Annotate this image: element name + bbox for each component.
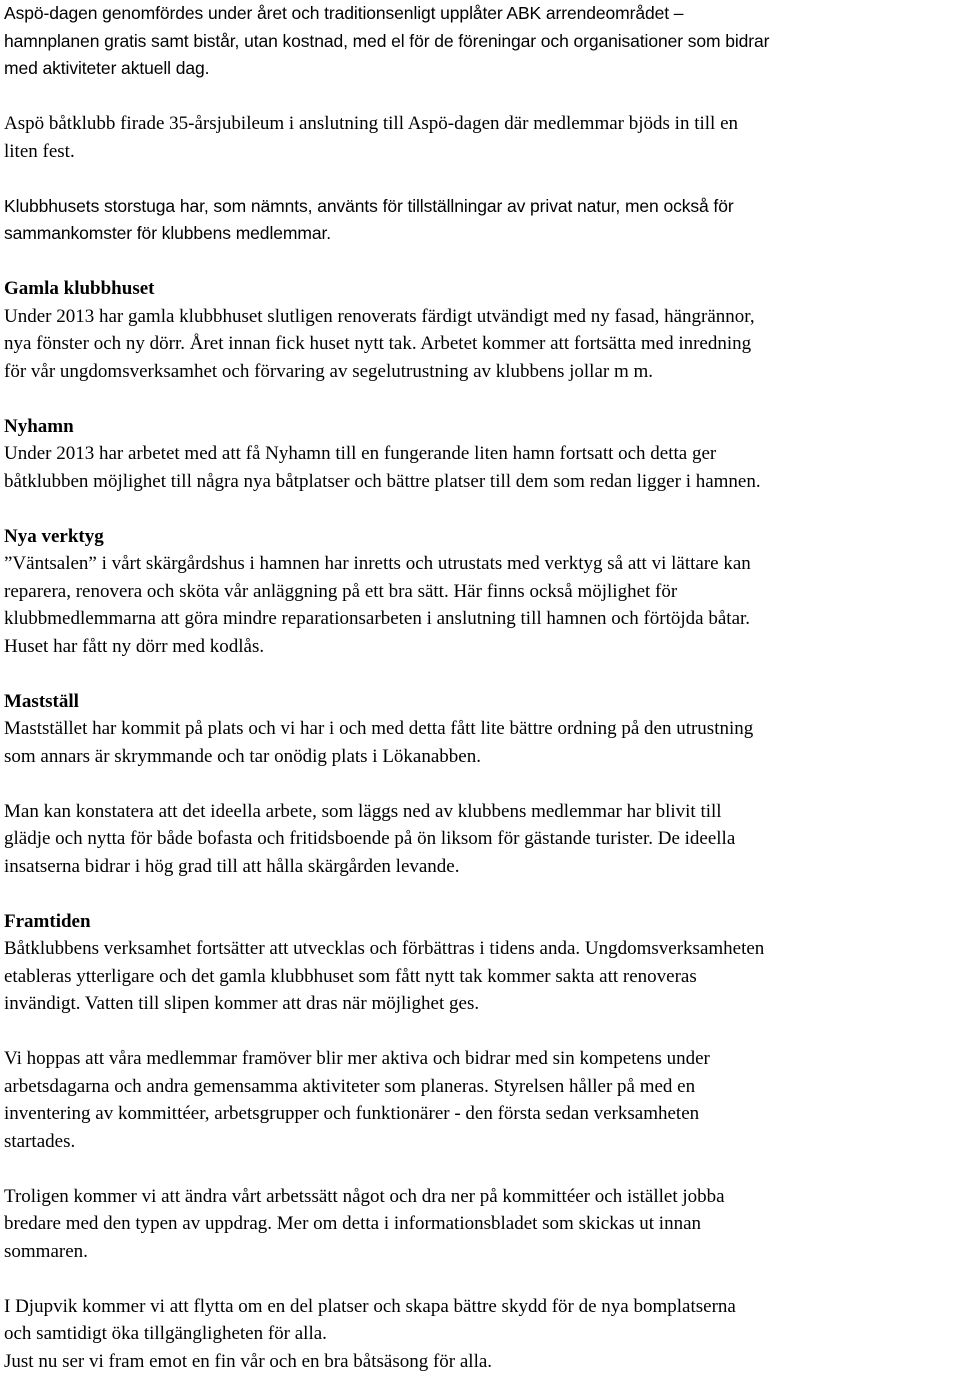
text-line: ”Väntsalen” i vårt skärgårdshus i hamnen har inretts och utrustats med verktyg så att vi lättare kan [4, 550, 960, 578]
paragraph-jubileum [4, 110, 960, 165]
paragraph-gap [4, 1155, 960, 1183]
paragraph-troligen [4, 1183, 960, 1266]
text-line: Troligen kommer vi att ändra vårt arbetssätt något och dra ner på kommittéer och istället jobba [4, 1183, 960, 1211]
text-line: insatserna bidrar i hög grad till att hålla skärgården levande. [4, 853, 960, 881]
text-line: Under 2013 har arbetet med att få Nyhamn till en fungerande liten hamn fortsatt och detta ger [4, 440, 960, 468]
section-framtiden [4, 908, 960, 1018]
paragraph-ideella [4, 798, 960, 881]
section-nya-verktyg [4, 523, 960, 661]
text-line: Båtklubbens verksamhet fortsätter att utvecklas och förbättras i tidens anda. Ungdomsverksamheten [4, 935, 960, 963]
paragraph-gap [4, 880, 960, 908]
paragraph-hoppas [4, 1045, 960, 1155]
text-line: etableras ytterligare och det gamla klubbhuset som fått nytt tak kommer sakta att renoveras [4, 963, 960, 991]
text-line: båtklubben möjlighet till några nya båtplatser och bättre platser till dem som redan ligger i hamnen. [4, 468, 960, 496]
text-line: glädje och nytta för både bofasta och fritidsboende på ön liksom för gästande turister. De ideella [4, 825, 960, 853]
paragraph-gap [4, 385, 960, 413]
text-line: bredare med den typen av uppdrag. Mer om detta i informationsbladet som skickas ut innan [4, 1210, 960, 1238]
paragraph-gap [4, 1018, 960, 1046]
paragraph-gap [4, 660, 960, 688]
text-line: arbetsdagarna och andra gemensamma aktiviteter som planeras. Styrelsen håller på med en [4, 1073, 960, 1101]
section-heading: Framtiden [4, 908, 960, 936]
text-line: startades. [4, 1128, 960, 1156]
section-heading: Nya verktyg [4, 523, 960, 551]
section-heading: Gamla klubbhuset [4, 275, 960, 303]
paragraph-gap [4, 1265, 960, 1293]
text-line: Maststället har kommit på plats och vi har i och med detta fått lite bättre ordning på den utrustning [4, 715, 960, 743]
section-heading: Nyhamn [4, 413, 960, 441]
text-line: Under 2013 har gamla klubbhuset slutligen renoverats färdigt utvändigt med ny fasad, hängrännor, [4, 303, 960, 331]
section-gamla-klubbhuset [4, 275, 960, 385]
paragraph-gap [4, 495, 960, 523]
text-line: Huset har fått ny dörr med kodlås. [4, 633, 960, 661]
text-line: hamnplanen gratis samt bistår, utan kostnad, med el för de föreningar och organisationer som bidrar [4, 28, 960, 56]
paragraph-gap [4, 83, 960, 111]
text-line: Man kan konstatera att det ideella arbete, som läggs ned av klubbens medlemmar har blivit till [4, 798, 960, 826]
paragraph-gap [4, 770, 960, 798]
paragraph-gap [4, 248, 960, 276]
paragraph-djupvik [4, 1293, 960, 1375]
text-line: Aspö-dagen genomfördes under året och traditionsenligt upplåter ABK arrendeområdet – [4, 0, 960, 28]
text-line: sommaren. [4, 1238, 960, 1266]
paragraph-storstuga [4, 193, 960, 248]
text-line: Vi hoppas att våra medlemmar framöver blir mer aktiva och bidrar med sin kompetens under [4, 1045, 960, 1073]
text-line: klubbmedlemmarna att göra mindre reparationsarbeten i anslutning till hamnen och förtöjda båtar. [4, 605, 960, 633]
text-line: Just nu ser vi fram emot en fin vår och en bra båtsäsong för alla. [4, 1348, 960, 1375]
text-line: och samtidigt öka tillgängligheten för alla. [4, 1320, 960, 1348]
text-line: invändigt. Vatten till slipen kommer att dras när möjlighet ges. [4, 990, 960, 1018]
text-line: liten fest. [4, 138, 960, 166]
text-line: som annars är skrymmande och tar onödig plats i Lökanabben. [4, 743, 960, 771]
section-nyhamn [4, 413, 960, 496]
text-line: I Djupvik kommer vi att flytta om en del platser och skapa bättre skydd för de nya bomplatserna [4, 1293, 960, 1321]
section-heading: Mastställ [4, 688, 960, 716]
section-maststall [4, 688, 960, 771]
text-line: sammankomster för klubbens medlemmar. [4, 220, 960, 248]
text-line: för vår ungdomsverksamhet och förvaring av segelutrustning av klubbens jollar m m. [4, 358, 960, 386]
text-line: nya fönster och ny dörr. Året innan fick huset nytt tak. Arbetet kommer att fortsätta med inredning [4, 330, 960, 358]
text-line: Aspö båtklubb firade 35-årsjubileum i anslutning till Aspö-dagen där medlemmar bjöds in till en [4, 110, 960, 138]
text-line: med aktiviteter aktuell dag. [4, 55, 960, 83]
text-line: inventering av kommittéer, arbetsgrupper och funktionärer - den första sedan verksamheten [4, 1100, 960, 1128]
text-line: Klubbhusets storstuga har, som nämnts, använts för tillställningar av privat natur, men också för [4, 193, 960, 221]
paragraph-aspo-dagen [4, 0, 960, 83]
text-line: reparera, renovera och sköta vår anläggning på ett bra sätt. Här finns också möjlighet för [4, 578, 960, 606]
paragraph-gap [4, 165, 960, 193]
